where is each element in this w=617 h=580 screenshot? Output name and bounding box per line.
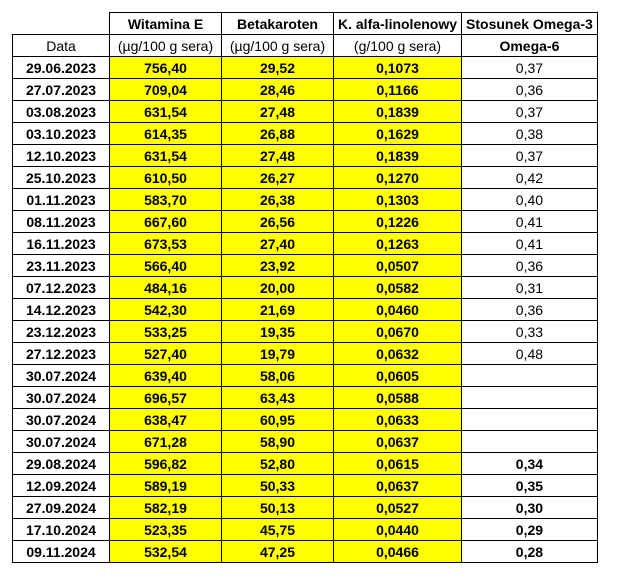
omega-ratio-cell[interactable]: 0,38 — [462, 123, 598, 145]
date-cell[interactable]: 03.08.2023 — [13, 101, 110, 123]
table-row — [13, 409, 598, 431]
date-cell[interactable]: 12.10.2023 — [13, 145, 110, 167]
table-row — [13, 255, 598, 277]
beta-carotene-cell[interactable]: 28,46 — [222, 79, 334, 101]
beta-carotene-cell[interactable]: 27,48 — [222, 145, 334, 167]
vitamin-e-cell[interactable]: 696,57 — [110, 387, 222, 409]
table-row — [13, 189, 598, 211]
omega-ratio-cell[interactable] — [462, 387, 598, 409]
date-cell[interactable]: 30.07.2024 — [13, 365, 110, 387]
table-row — [13, 475, 598, 497]
table-row — [13, 79, 598, 101]
vitamin-e-cell[interactable]: 596,82 — [110, 453, 222, 475]
alpha-linolenic-cell[interactable]: 0,1263 — [334, 233, 462, 255]
date-cell[interactable]: 23.11.2023 — [13, 255, 110, 277]
alpha-linolenic-cell[interactable]: 0,1839 — [334, 101, 462, 123]
date-cell[interactable]: 17.10.2024 — [13, 519, 110, 541]
beta-carotene-cell[interactable]: 27,48 — [222, 101, 334, 123]
table-row — [13, 541, 598, 563]
beta-carotene-cell[interactable]: 58,90 — [222, 431, 334, 453]
date-cell[interactable]: 09.11.2024 — [13, 541, 110, 563]
date-cell[interactable]: 27.07.2023 — [13, 79, 110, 101]
table-body — [13, 13, 598, 563]
vitamin-e-cell[interactable]: 639,40 — [110, 365, 222, 387]
omega-ratio-cell[interactable]: 0,36 — [462, 79, 598, 101]
vitamin-e-cell[interactable]: 583,70 — [110, 189, 222, 211]
alpha-linolenic-cell[interactable]: 0,1270 — [334, 167, 462, 189]
alpha-linolenic-cell[interactable]: 0,0670 — [334, 321, 462, 343]
alpha-linolenic-cell[interactable]: 0,1629 — [334, 123, 462, 145]
vitamin-e-cell[interactable]: 673,53 — [110, 233, 222, 255]
table-row — [13, 145, 598, 167]
date-cell[interactable]: 30.07.2024 — [13, 431, 110, 453]
omega-ratio-cell[interactable]: 0,41 — [462, 211, 598, 233]
beta-carotene-cell[interactable]: 21,69 — [222, 299, 334, 321]
omega-ratio-cell[interactable] — [462, 431, 598, 453]
beta-carotene-cell[interactable]: 58,06 — [222, 365, 334, 387]
omega-ratio-cell[interactable]: 0,40 — [462, 189, 598, 211]
vitamin-e-cell[interactable]: 589,19 — [110, 475, 222, 497]
vitamin-e-cell[interactable]: 542,30 — [110, 299, 222, 321]
omega-ratio-cell[interactable]: 0,36 — [462, 299, 598, 321]
alpha-linolenic-cell[interactable]: 0,0582 — [334, 277, 462, 299]
date-cell[interactable]: 29.06.2023 — [13, 57, 110, 79]
table-row — [13, 123, 598, 145]
vitamin-e-cell[interactable]: 532,54 — [110, 541, 222, 563]
alpha-linolenic-cell[interactable]: 0,0588 — [334, 387, 462, 409]
table-row — [13, 519, 598, 541]
table-row — [13, 167, 598, 189]
beta-carotene-cell[interactable]: 29,52 — [222, 57, 334, 79]
table-row — [13, 211, 598, 233]
alpha-linolenic-cell[interactable]: 0,0637 — [334, 431, 462, 453]
table-row — [13, 101, 598, 123]
unit-beta-carotene[interactable]: (µg/100 g sera) — [222, 35, 334, 57]
vitamin-e-cell[interactable]: 638,47 — [110, 409, 222, 431]
beta-carotene-cell[interactable]: 27,40 — [222, 233, 334, 255]
vitamin-e-cell[interactable]: 610,50 — [110, 167, 222, 189]
date-cell[interactable]: 12.09.2024 — [13, 475, 110, 497]
alpha-linolenic-cell[interactable]: 0,0637 — [334, 475, 462, 497]
header-vitamin-e[interactable]: Witamina E — [110, 13, 222, 35]
omega-ratio-cell[interactable] — [462, 409, 598, 431]
alpha-linolenic-cell[interactable]: 0,1166 — [334, 79, 462, 101]
vitamin-e-cell[interactable]: 709,04 — [110, 79, 222, 101]
beta-carotene-cell[interactable]: 20,00 — [222, 277, 334, 299]
table-row — [13, 497, 598, 519]
table-row — [13, 431, 598, 453]
table-row — [13, 299, 598, 321]
omega-ratio-cell[interactable]: 0,29 — [462, 519, 598, 541]
omega-ratio-cell[interactable]: 0,30 — [462, 497, 598, 519]
header-row-units — [13, 35, 598, 57]
alpha-linolenic-cell[interactable]: 0,0507 — [334, 255, 462, 277]
beta-carotene-cell[interactable]: 26,88 — [222, 123, 334, 145]
omega-ratio-cell[interactable] — [462, 365, 598, 387]
beta-carotene-cell[interactable]: 47,25 — [222, 541, 334, 563]
alpha-linolenic-cell[interactable]: 0,1303 — [334, 189, 462, 211]
date-cell[interactable]: 16.11.2023 — [13, 233, 110, 255]
header-omega-ratio[interactable]: Stosunek Omega-3 — [462, 13, 598, 35]
table-row — [13, 321, 598, 343]
omega-ratio-cell[interactable]: 0,28 — [462, 541, 598, 563]
date-cell[interactable]: 23.12.2023 — [13, 321, 110, 343]
date-cell[interactable]: 27.09.2024 — [13, 497, 110, 519]
alpha-linolenic-cell[interactable]: 0,0460 — [334, 299, 462, 321]
omega-ratio-cell[interactable]: 0,34 — [462, 453, 598, 475]
alpha-linolenic-cell[interactable]: 0,0633 — [334, 409, 462, 431]
omega-ratio-cell[interactable]: 0,33 — [462, 321, 598, 343]
omega-ratio-cell[interactable]: 0,37 — [462, 57, 598, 79]
vitamin-e-cell[interactable]: 523,35 — [110, 519, 222, 541]
alpha-linolenic-cell[interactable]: 0,0615 — [334, 453, 462, 475]
alpha-linolenic-cell[interactable]: 0,0440 — [334, 519, 462, 541]
date-cell[interactable]: 25.10.2023 — [13, 167, 110, 189]
vitamin-e-cell[interactable]: 533,25 — [110, 321, 222, 343]
beta-carotene-cell[interactable]: 50,13 — [222, 497, 334, 519]
unit-vitamin-e[interactable]: (µg/100 g sera) — [110, 35, 222, 57]
vitamin-e-cell[interactable]: 582,19 — [110, 497, 222, 519]
alpha-linolenic-cell[interactable]: 0,0527 — [334, 497, 462, 519]
header-row-names — [13, 13, 598, 35]
beta-carotene-cell[interactable]: 63,43 — [222, 387, 334, 409]
omega-ratio-cell[interactable]: 0,31 — [462, 277, 598, 299]
table-row — [13, 453, 598, 475]
header-alpha-linolenic[interactable]: K. alfa-linolenowy — [334, 13, 462, 35]
vitamin-e-cell[interactable]: 631,54 — [110, 101, 222, 123]
table-row — [13, 387, 598, 409]
date-cell[interactable]: 30.07.2024 — [13, 409, 110, 431]
beta-carotene-cell[interactable]: 60,95 — [222, 409, 334, 431]
vitamin-e-cell[interactable]: 667,60 — [110, 211, 222, 233]
date-cell[interactable]: 07.12.2023 — [13, 277, 110, 299]
omega-ratio-cell[interactable]: 0,35 — [462, 475, 598, 497]
omega-ratio-cell[interactable]: 0,36 — [462, 255, 598, 277]
date-cell[interactable]: 30.07.2024 — [13, 387, 110, 409]
beta-carotene-cell[interactable]: 19,79 — [222, 343, 334, 365]
alpha-linolenic-cell[interactable]: 0,0466 — [334, 541, 462, 563]
blank-corner-cell[interactable] — [13, 13, 110, 35]
table-row — [13, 343, 598, 365]
table-row — [13, 365, 598, 387]
beta-carotene-cell[interactable]: 50,33 — [222, 475, 334, 497]
table-row — [13, 57, 598, 79]
unit-alpha-linolenic[interactable]: (g/100 g sera) — [334, 35, 462, 57]
beta-carotene-cell[interactable]: 26,27 — [222, 167, 334, 189]
alpha-linolenic-cell[interactable]: 0,1073 — [334, 57, 462, 79]
vitamin-e-cell[interactable]: 671,28 — [110, 431, 222, 453]
header-beta-carotene[interactable]: Betakaroten — [222, 13, 334, 35]
header-date[interactable]: Data — [13, 35, 110, 57]
beta-carotene-cell[interactable]: 52,80 — [222, 453, 334, 475]
vitamin-e-cell[interactable]: 756,40 — [110, 57, 222, 79]
vitamin-e-cell[interactable]: 527,40 — [110, 343, 222, 365]
unit-omega-ratio[interactable]: Omega-6 — [462, 35, 598, 57]
vitamin-e-cell[interactable]: 484,16 — [110, 277, 222, 299]
measurement-table — [12, 12, 598, 563]
beta-carotene-cell[interactable]: 19,35 — [222, 321, 334, 343]
beta-carotene-cell[interactable]: 45,75 — [222, 519, 334, 541]
alpha-linolenic-cell[interactable]: 0,0605 — [334, 365, 462, 387]
date-cell[interactable]: 01.11.2023 — [13, 189, 110, 211]
omega-ratio-cell[interactable]: 0,48 — [462, 343, 598, 365]
omega-ratio-cell[interactable]: 0,37 — [462, 101, 598, 123]
omega-ratio-cell[interactable]: 0,42 — [462, 167, 598, 189]
omega-ratio-cell[interactable]: 0,41 — [462, 233, 598, 255]
vitamin-e-cell[interactable]: 566,40 — [110, 255, 222, 277]
date-cell[interactable]: 03.10.2023 — [13, 123, 110, 145]
date-cell[interactable]: 14.12.2023 — [13, 299, 110, 321]
alpha-linolenic-cell[interactable]: 0,1839 — [334, 145, 462, 167]
date-cell[interactable]: 08.11.2023 — [13, 211, 110, 233]
table-row — [13, 277, 598, 299]
beta-carotene-cell[interactable]: 26,56 — [222, 211, 334, 233]
alpha-linolenic-cell[interactable]: 0,0632 — [334, 343, 462, 365]
beta-carotene-cell[interactable]: 23,92 — [222, 255, 334, 277]
beta-carotene-cell[interactable]: 26,38 — [222, 189, 334, 211]
omega-ratio-cell[interactable]: 0,37 — [462, 145, 598, 167]
date-cell[interactable]: 29.08.2024 — [13, 453, 110, 475]
vitamin-e-cell[interactable]: 631,54 — [110, 145, 222, 167]
table-row — [13, 233, 598, 255]
alpha-linolenic-cell[interactable]: 0,1226 — [334, 211, 462, 233]
vitamin-e-cell[interactable]: 614,35 — [110, 123, 222, 145]
date-cell[interactable]: 27.12.2023 — [13, 343, 110, 365]
